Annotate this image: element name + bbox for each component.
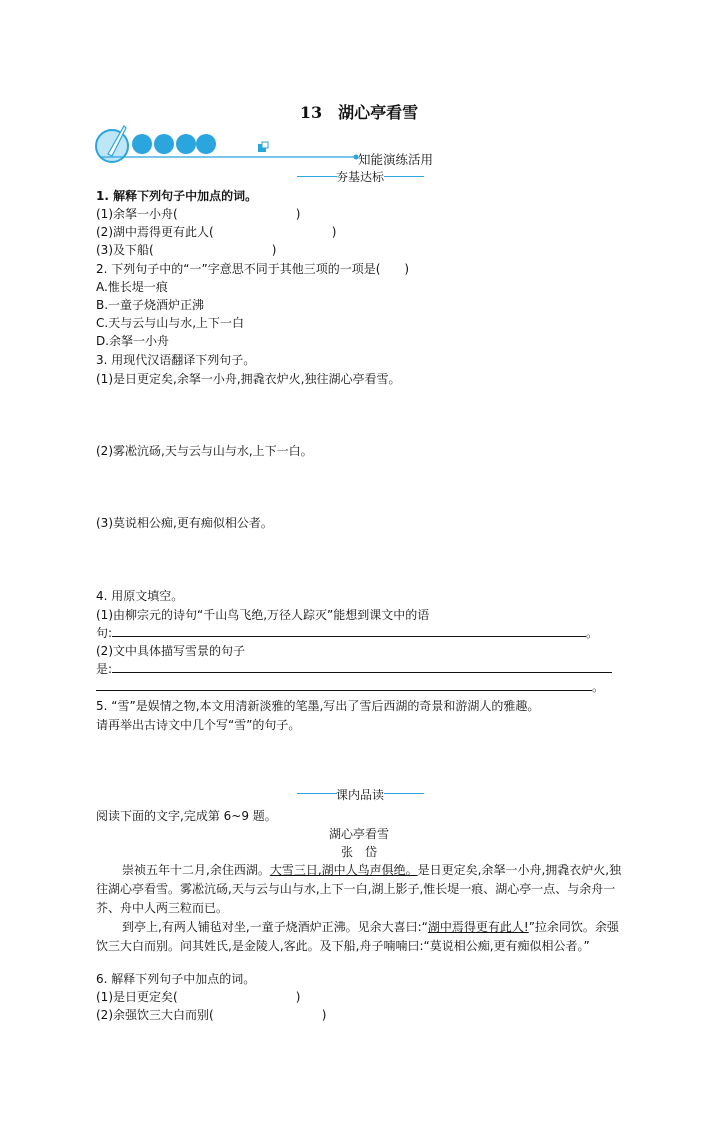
- section-title-basics: 夯基达标: [335, 170, 384, 184]
- q4-item-2-a: (2)文中具体描写雪景的句子: [96, 644, 245, 658]
- q3-item-2: (2)雾凇沆砀,天与云与山与水,上下一白。: [96, 444, 313, 458]
- q5-line-1: 5. “雪”是娱情之物,本文用清新淡雅的笔墨,写出了雪后西湖的奇景和游湖人的雅趣。: [96, 699, 540, 713]
- q1-item-2: (2)湖中焉得更有此人( ): [96, 225, 337, 239]
- reading-paragraph-2: 到亭上,有两人铺毡对坐,一童子烧酒炉正沸。见余大喜曰:“湖中焉得更有此人!”拉余同饮。余强饮三大白而别。问其姓氏,是金陵人,客此。及下船,舟子喃喃曰:“莫说相公痴,更有痴似相公者。”: [96, 920, 619, 953]
- dot-1: [132, 134, 152, 154]
- q6-stem: 6. 解释下列句子中加点的词。: [96, 972, 256, 986]
- q4-item-1-b: 句: 。: [96, 626, 599, 640]
- page-title: 13 湖心亭看雪: [299, 103, 419, 122]
- q2-option-d: D.余拏一小舟: [96, 334, 170, 348]
- q2-option-b: B.一童子烧酒炉正沸: [96, 298, 205, 312]
- q6-item-2: (2)余强饮三大白而别( ): [96, 1008, 327, 1022]
- q1-item-3: (3)及下船( ): [96, 243, 277, 257]
- dot-2: [154, 134, 174, 154]
- reading-author: 张 岱: [340, 845, 377, 859]
- dot-3: [176, 134, 196, 154]
- underlined-sentence-2: 湖中焉得更有此人!: [427, 920, 529, 934]
- q2-option-c: C.天与云与山与水,上下一白: [96, 316, 245, 330]
- section-title-reading: 课内品读: [335, 788, 384, 802]
- reading-intro: 阅读下面的文字,完成第 6~9 题。: [96, 809, 277, 823]
- q4-item-2-c: 。: [96, 678, 604, 696]
- q2-option-a: A.惟长堤一痕: [96, 280, 168, 294]
- q4-answer-line-3[interactable]: [96, 678, 592, 691]
- q1-stem: 1. 解释下列句子中加点的词。: [96, 189, 258, 203]
- q5-line-2: 请再举出古诗文中几个写“雪”的句子。: [96, 718, 301, 732]
- q3-stem: 3. 用现代汉语翻译下列句子。: [96, 353, 256, 367]
- q3-item-3: (3)莫说相公痴,更有痴似相公者。: [96, 516, 273, 530]
- reading-paragraph-1: 崇祯五年十二月,余住西湖。大雪三日,湖中人鸟声俱绝。是日更定矣,余拏一小舟,拥毳衣炉火,独往湖心亭看雪。雾凇沆砀,天与云与山与水,上下一白,湖上影子,惟长堤一痕、湖心亭一点、与余舟一芥、舟中人两三粒而已。: [96, 863, 622, 915]
- q4-stem: 4. 用原文填空。: [96, 589, 184, 603]
- q3-item-1: (1)是日更定矣,余拏一小舟,拥毳衣炉火,独往湖心亭看雪。: [96, 372, 401, 386]
- underlined-sentence-1: 大雪三日,湖中人鸟声俱绝。: [269, 863, 418, 877]
- q4-item-2-b: 是:: [96, 660, 612, 678]
- q1-item-1: (1)余拏一小舟( ): [96, 207, 301, 221]
- q2-stem: 2. 下列句子中的“一”字意思不同于其他三项的一项是( ): [96, 262, 410, 276]
- q4-answer-line-1[interactable]: [112, 624, 586, 637]
- q4-item-1-a: (1)由柳宗元的诗句“千山鸟飞绝,万径人踪灭”能想到课文中的语: [96, 608, 430, 622]
- q6-item-1: (1)是日更定矣( ): [96, 990, 301, 1004]
- banner-label: 知能演练活用: [358, 152, 434, 167]
- q4-answer-line-2[interactable]: [112, 660, 612, 673]
- reading-title: 湖心亭看雪: [328, 827, 389, 841]
- dot-4: [196, 134, 216, 154]
